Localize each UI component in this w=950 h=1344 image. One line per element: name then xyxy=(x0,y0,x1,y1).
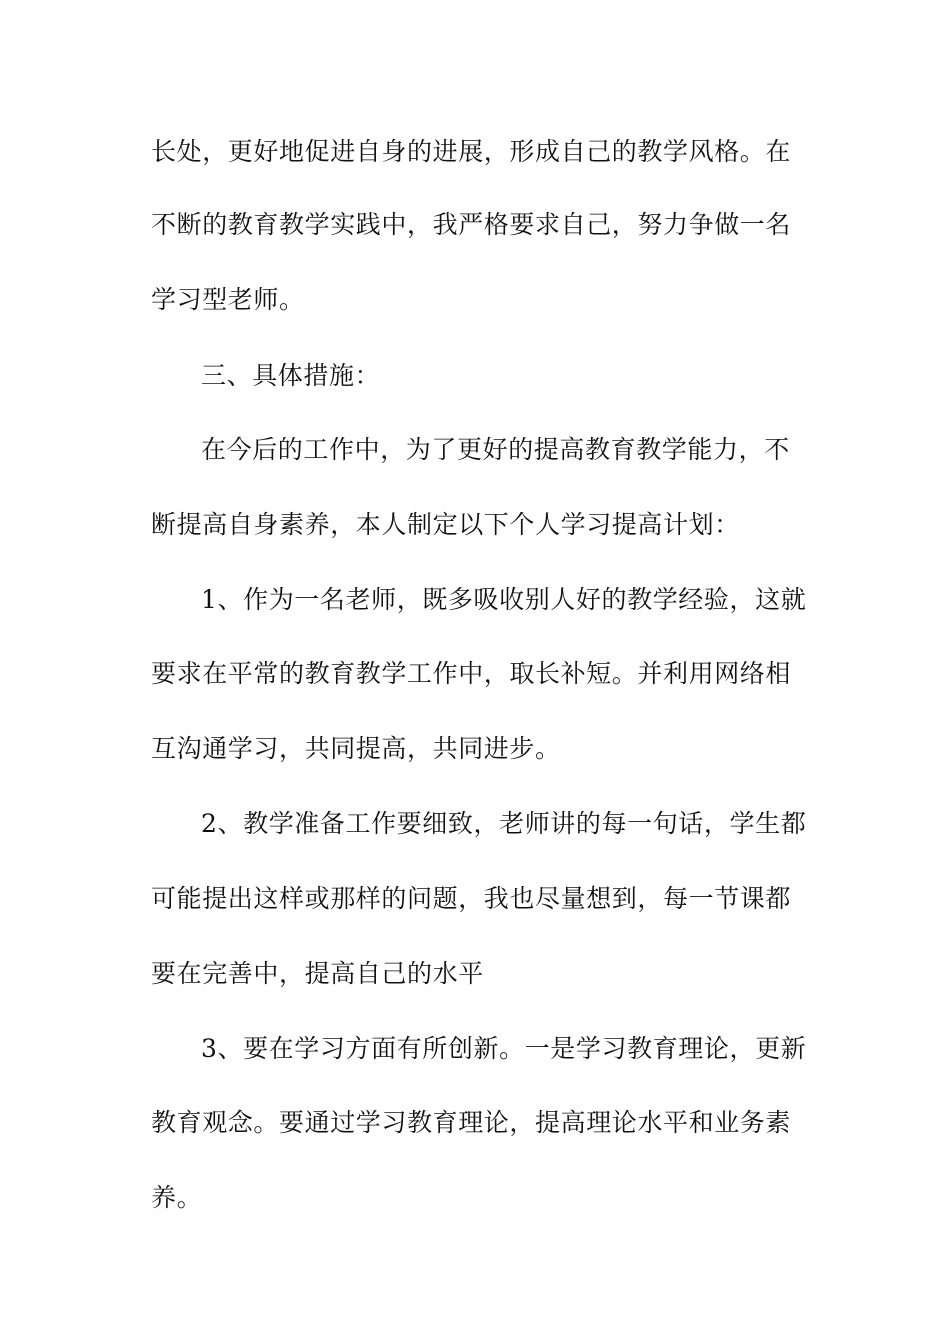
list-item-line: 3、要在学习方面有所创新。一是学习教育理论，更新 xyxy=(201,1034,807,1063)
list-item-line: 互沟通学习，共同提高，共同进步。 xyxy=(151,734,561,763)
list-item-line: 可能提出这样或那样的问题，我也尽量想到，每一节课都 xyxy=(151,884,792,913)
list-item-line: 2、教学准备工作要细致，老师讲的每一句话，学生都 xyxy=(201,809,807,838)
paragraph-line: 断提高自身素养，本人制定以下个人学习提高计划： xyxy=(151,510,740,539)
section-heading: 三、具体措施： xyxy=(201,361,381,390)
list-item-line: 教育观念。要通过学习教育理论，提高理论水平和业务素 xyxy=(151,1108,792,1137)
list-item-line: 要在完善中，提高自己的水平 xyxy=(151,959,484,988)
paragraph-line: 长处，更好地促进自身的进展，形成自己的教学风格。在 xyxy=(151,137,792,166)
paragraph-line: 学习型老师。 xyxy=(151,285,305,314)
list-item-line: 要求在平常的教育教学工作中，取长补短。并利用网络相 xyxy=(151,659,792,688)
list-item-line: 1、作为一名老师，既多吸收别人好的教学经验，这就 xyxy=(201,585,807,614)
paragraph-line: 在今后的工作中，为了更好的提高教育教学能力，不 xyxy=(201,435,790,464)
paragraph-line: 不断的教育教学实践中，我严格要求自己，努力争做一名 xyxy=(151,210,792,239)
list-item-line: 养。 xyxy=(151,1183,203,1212)
